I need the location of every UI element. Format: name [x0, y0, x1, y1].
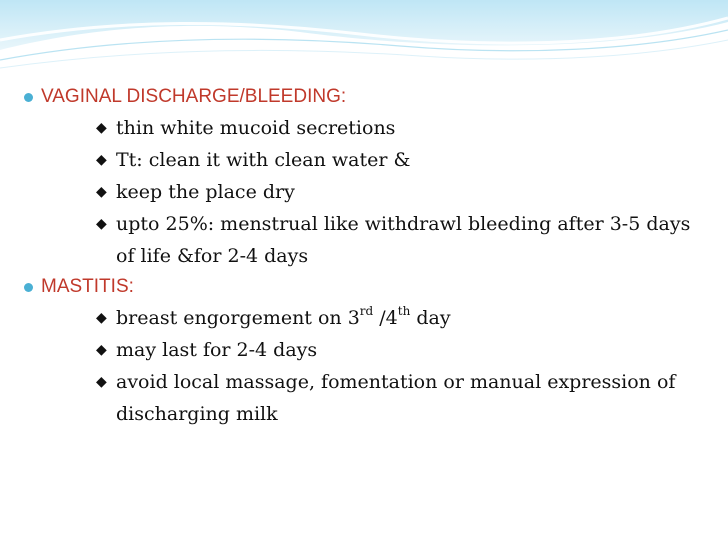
circle-bullet-icon: [24, 283, 33, 292]
diamond-bullet-icon: ◆: [96, 216, 107, 232]
list-item: ◆ breast engorgement on 3rd /4th day: [22, 302, 712, 334]
section-heading: [22, 272, 712, 302]
heading-text: MASTITIS:: [41, 276, 134, 297]
decorative-wave-banner: [0, 0, 728, 80]
circle-bullet-icon: [24, 93, 33, 102]
list-item: ◆ thin white mucoid secretions: [22, 112, 712, 144]
section-mastitis: [22, 272, 712, 430]
bullet-list: [22, 302, 712, 430]
diamond-bullet-icon: ◆: [96, 152, 107, 168]
diamond-bullet-icon: ◆: [96, 120, 107, 136]
diamond-bullet-icon: ◆: [96, 342, 107, 358]
list-item: ◆ Tt: clean it with clean water &: [22, 144, 712, 176]
bullet-list: [22, 112, 712, 272]
diamond-bullet-icon: ◆: [96, 184, 107, 200]
heading-text: VAGINAL DISCHARGE/BLEEDING:: [41, 86, 347, 107]
superscript: th: [397, 303, 411, 318]
superscript: rd: [359, 303, 374, 318]
list-item: ◆ upto 25%: menstrual like withdrawl bleeding after 3-5 days of life &for 2-4 days: [22, 208, 712, 272]
list-item: ◆ may last for 2-4 days: [22, 334, 712, 366]
slide-content: [22, 82, 712, 430]
diamond-bullet-icon: ◆: [96, 310, 107, 326]
section-vaginal-discharge: [22, 82, 712, 272]
list-item: ◆ avoid local massage, fomentation or manual expression of discharging milk: [22, 366, 712, 430]
list-item: ◆ keep the place dry: [22, 176, 712, 208]
section-heading: [22, 82, 712, 112]
diamond-bullet-icon: ◆: [96, 374, 107, 390]
